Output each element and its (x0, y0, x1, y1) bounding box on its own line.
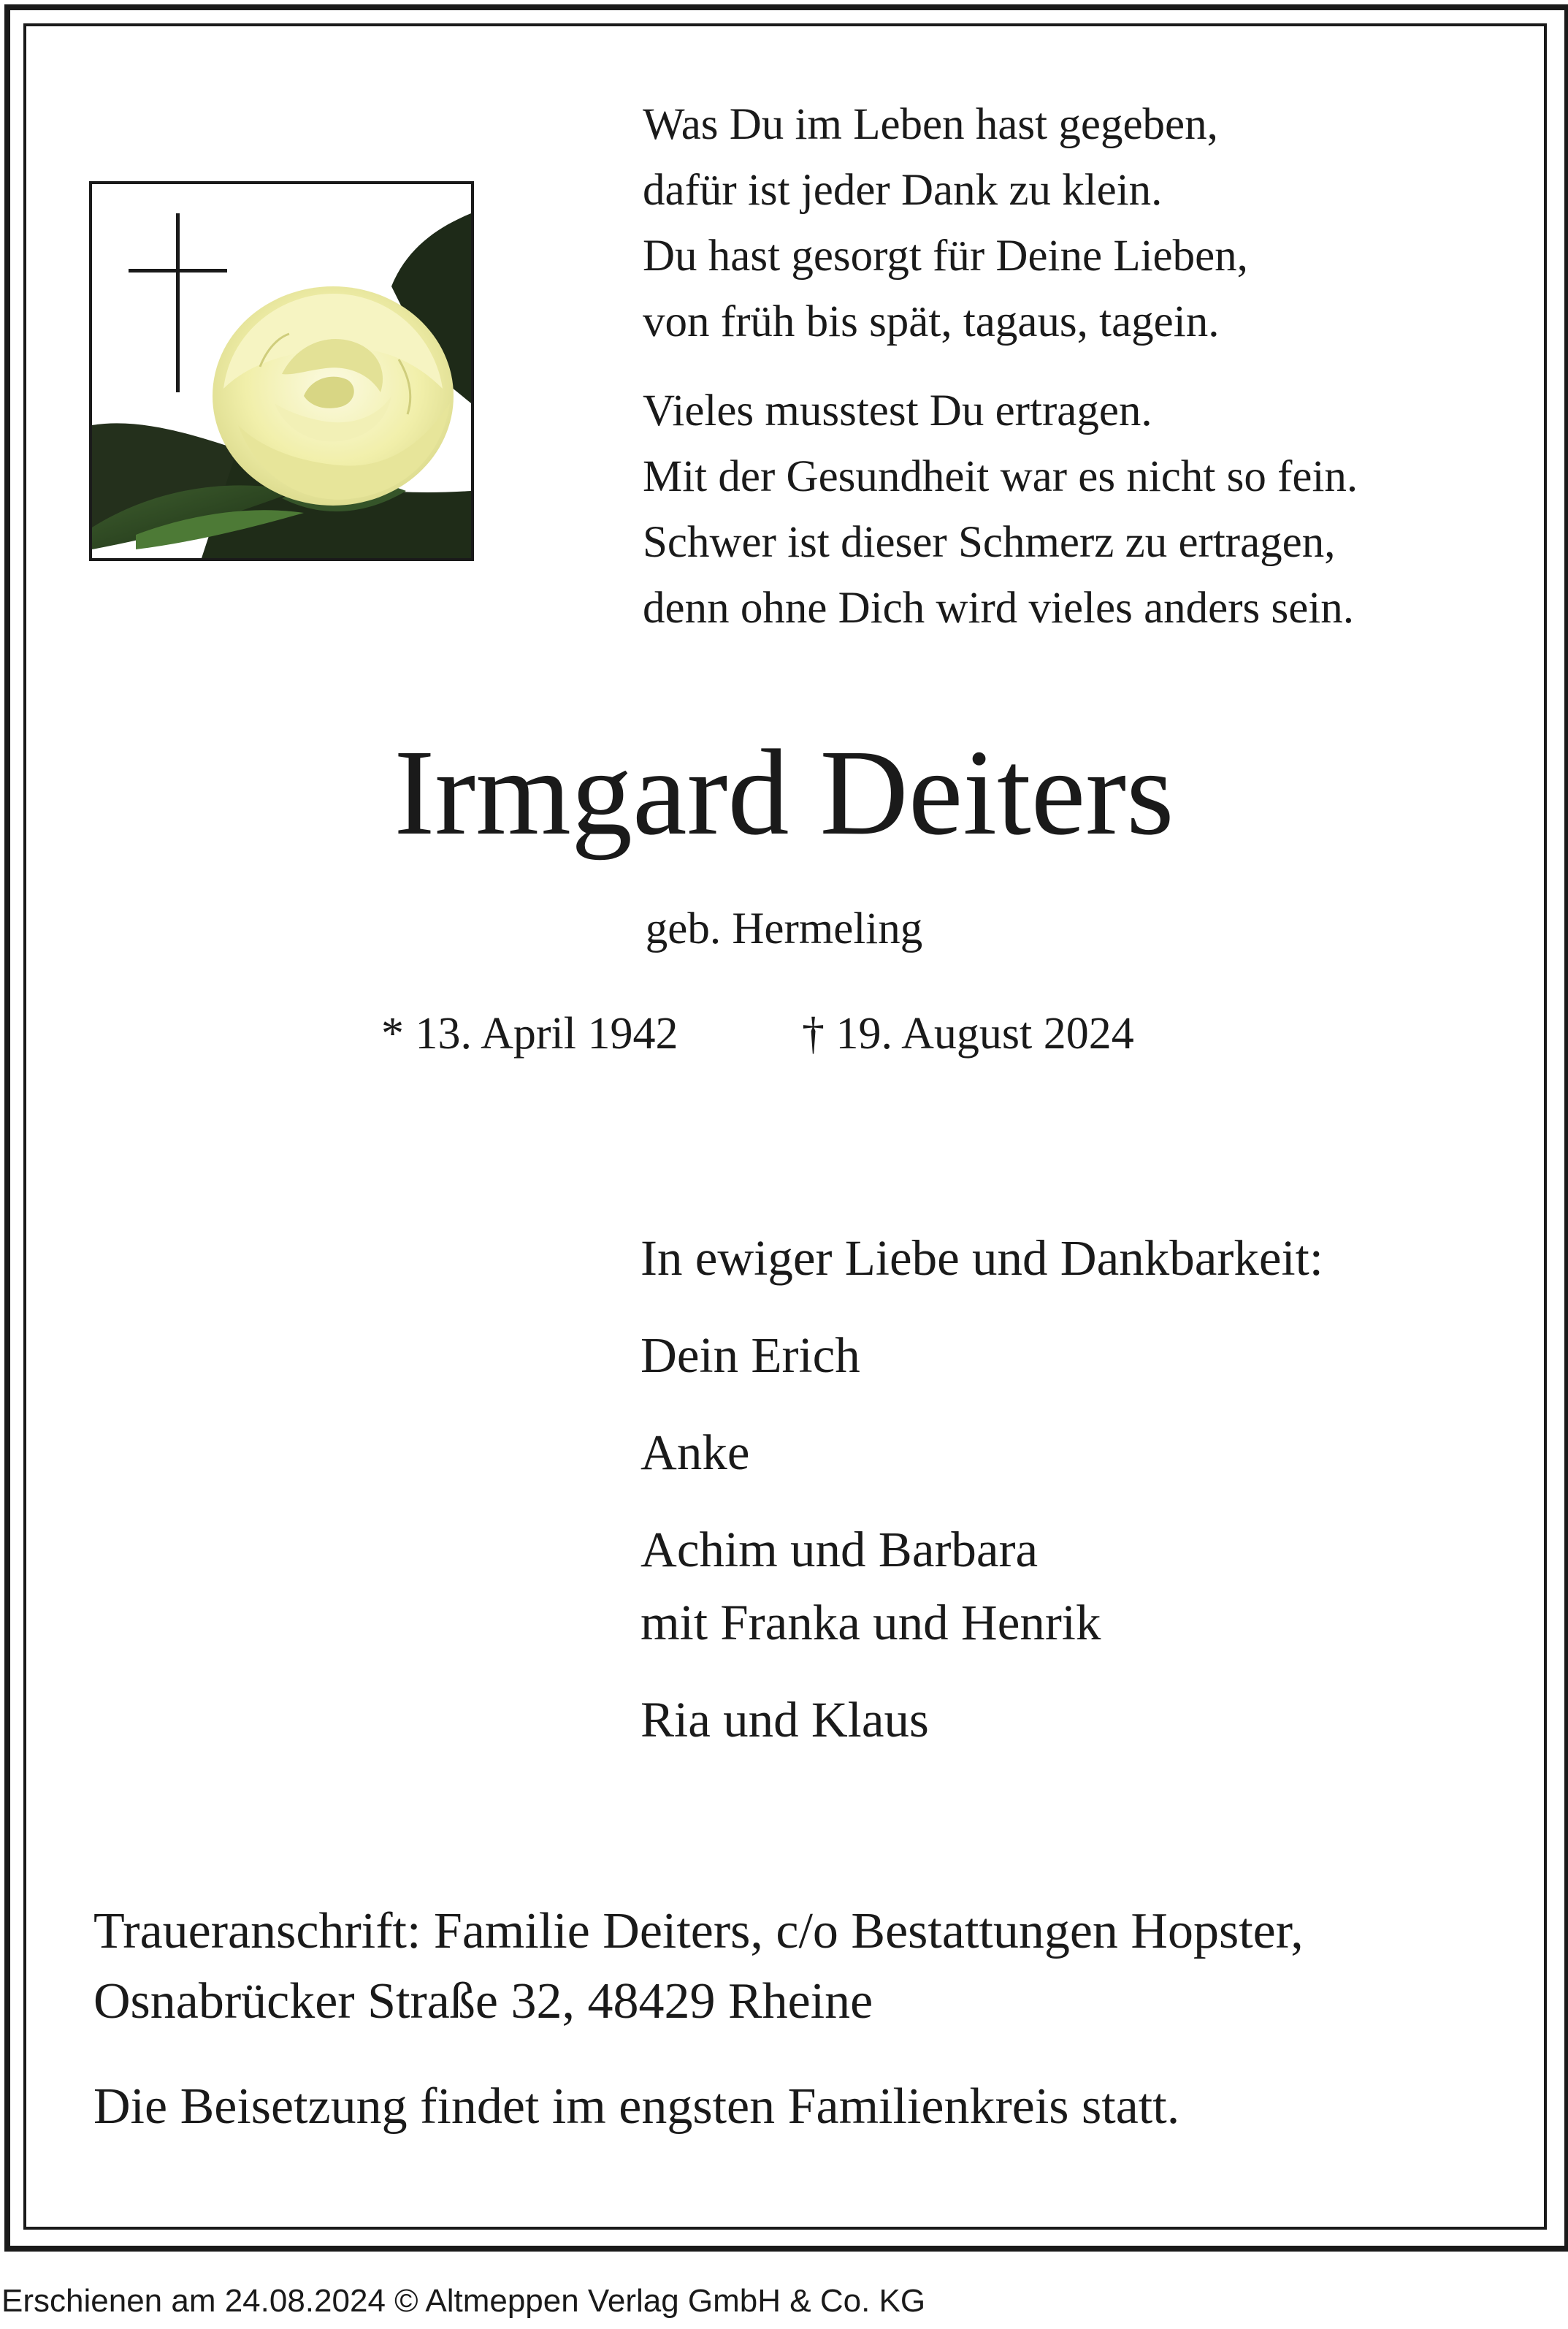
mourner-name: Achim und Barbara (640, 1522, 1039, 1577)
mourner-name: Anke (640, 1425, 750, 1480)
mourning-address (93, 1897, 1304, 2037)
birth-date: * 13. April 1942 (381, 1009, 678, 1059)
rose-icon (213, 286, 454, 506)
poem-line: Du hast gesorgt für Deine Lieben, (643, 232, 1248, 281)
mourner-name: Dein Erich (640, 1327, 860, 1383)
poem-line: von früh bis spät, tagaus, tagein. (643, 297, 1220, 346)
poem-line: denn ohne Dich wird vieles anders sein. (643, 584, 1355, 633)
mourner-name: mit Franka und Henrik (640, 1595, 1101, 1650)
poem-stanza-1 (643, 92, 1248, 355)
deceased-name: Irmgard Deiters (394, 725, 1174, 861)
poem-line: Schwer ist dieser Schmerz zu ertragen, (643, 518, 1336, 567)
address-line: Osnabrücker Straße 32, 48429 Rheine (93, 1973, 873, 2029)
poem-stanza-2 (643, 378, 1358, 641)
publication-footer: Erschienen am 24.08.2024 © Altmeppen Verlag GmbH & Co. KG (1, 2283, 926, 2319)
poem-line: Vieles musstest Du ertragen. (643, 386, 1152, 435)
poem-line: dafür ist jeder Dank zu klein. (643, 166, 1163, 215)
rose-photo (89, 181, 474, 561)
address-line: Traueranschrift: Familie Deiters, c/o Bestattungen Hopster, (93, 1903, 1304, 1959)
mourners-block (640, 1221, 1323, 1756)
maiden-name: geb. Hermeling (645, 904, 923, 953)
mourner-name: Ria und Klaus (640, 1692, 929, 1747)
burial-note: Die Beisetzung findet im engsten Familienkreis statt. (93, 2078, 1180, 2135)
poem-line: Mit der Gesundheit war es nicht so fein. (643, 452, 1358, 501)
mourners-intro: In ewiger Liebe und Dankbarkeit: (640, 1230, 1323, 1286)
death-date: † 19. August 2024 (802, 1009, 1134, 1059)
poem-line: Was Du im Leben hast gegeben, (643, 100, 1218, 149)
